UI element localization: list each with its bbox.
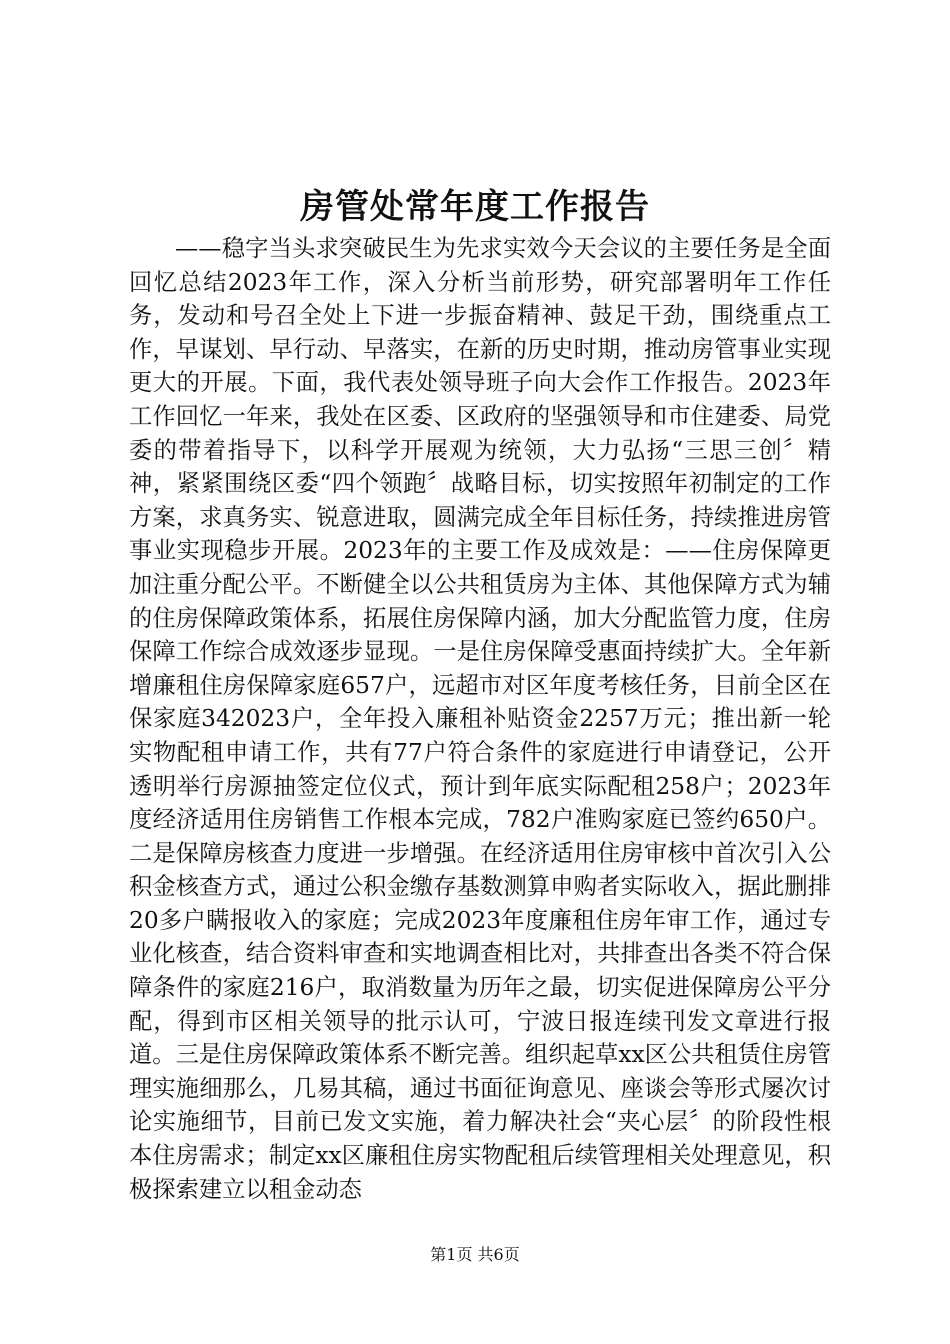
document-body-paragraph: ——稳字当头求突破民生为先求实效今天会议的主要任务是全面回忆总结2023年工作，深入分析当前形势，研究部署明年工作任务，发动和号召全处上下进一步振奋精神、鼓足干劲，围绕重点工作，早谋划、早行动、早落实，在新的历史时期，推动房管事业实现更大的开展。下面，我代表处领导班子向大会作工作报告。2023年工作回忆一年来，我处在区委、区政府的坚强领导和市住建委、局党委的带着指导下，以科学开展观为统领，大力弘扬“三思三创〞精神，紧紧围绕区委“四个领跑〞战略目标，切实按照年初制定的工作方案，求真务实、锐意进取，圆满完成全年目标任务，持续推进房管事业实现稳步开展。2023年的主要工作及成效是：——住房保障更加注重分配公平。不断健全以公共租赁房为主体、其他保障方式为辅的住房保障政策体系，拓展住房保障内涵，加大分配监管力度，住房保障工作综合成效逐步显现。一是住房保障受惠面持续扩大。全年新增廉租住房保障家庭657户，远超市对区年度考核任务，目前全区在保家庭342023户，全年投入廉租补贴资金2257万元；推出新一轮实物配租申请工作，共有77户符合条件的家庭进行申请登记，公开透明举行房源抽签定位仪式，预计到年底实际配租258户；2023年度经济适用住房销售工作根本完成，782户准购家庭已签约650户。二是保障房核查力度进一步增强。在经济适用住房审核中首次引入公积金核查方式，通过公积金缴存基数测算申购者实际收入，据此删排20多户瞒报收入的家庭；完成2023年度廉租住房年审工作，通过专业化核查，结合资料审查和实地调查相比对，共排查出各类不符合保障条件的家庭216户，取消数量为历年之最，切实促进保障房公平分配，得到市区相关领导的批示认可，宁波日报连续刊发文章进行报道。三是住房保障政策体系不断完善。组织起草xx区公共租赁住房管理实施细那么，几易其稿，通过书面征询意见、座谈会等形式屡次讨论实施细节，目前已发文实施，着力解决社会“夹心层〞的阶段性根本住房需求；制定xx区廉租住房实物配租后续管理相关处理意见，积极探索建立以租金动态 — [129, 235, 831, 1203]
document-title: 房管处常年度工作报告 — [300, 187, 650, 227]
page-number-footer: 第1页 共6页 — [430, 1245, 520, 1264]
